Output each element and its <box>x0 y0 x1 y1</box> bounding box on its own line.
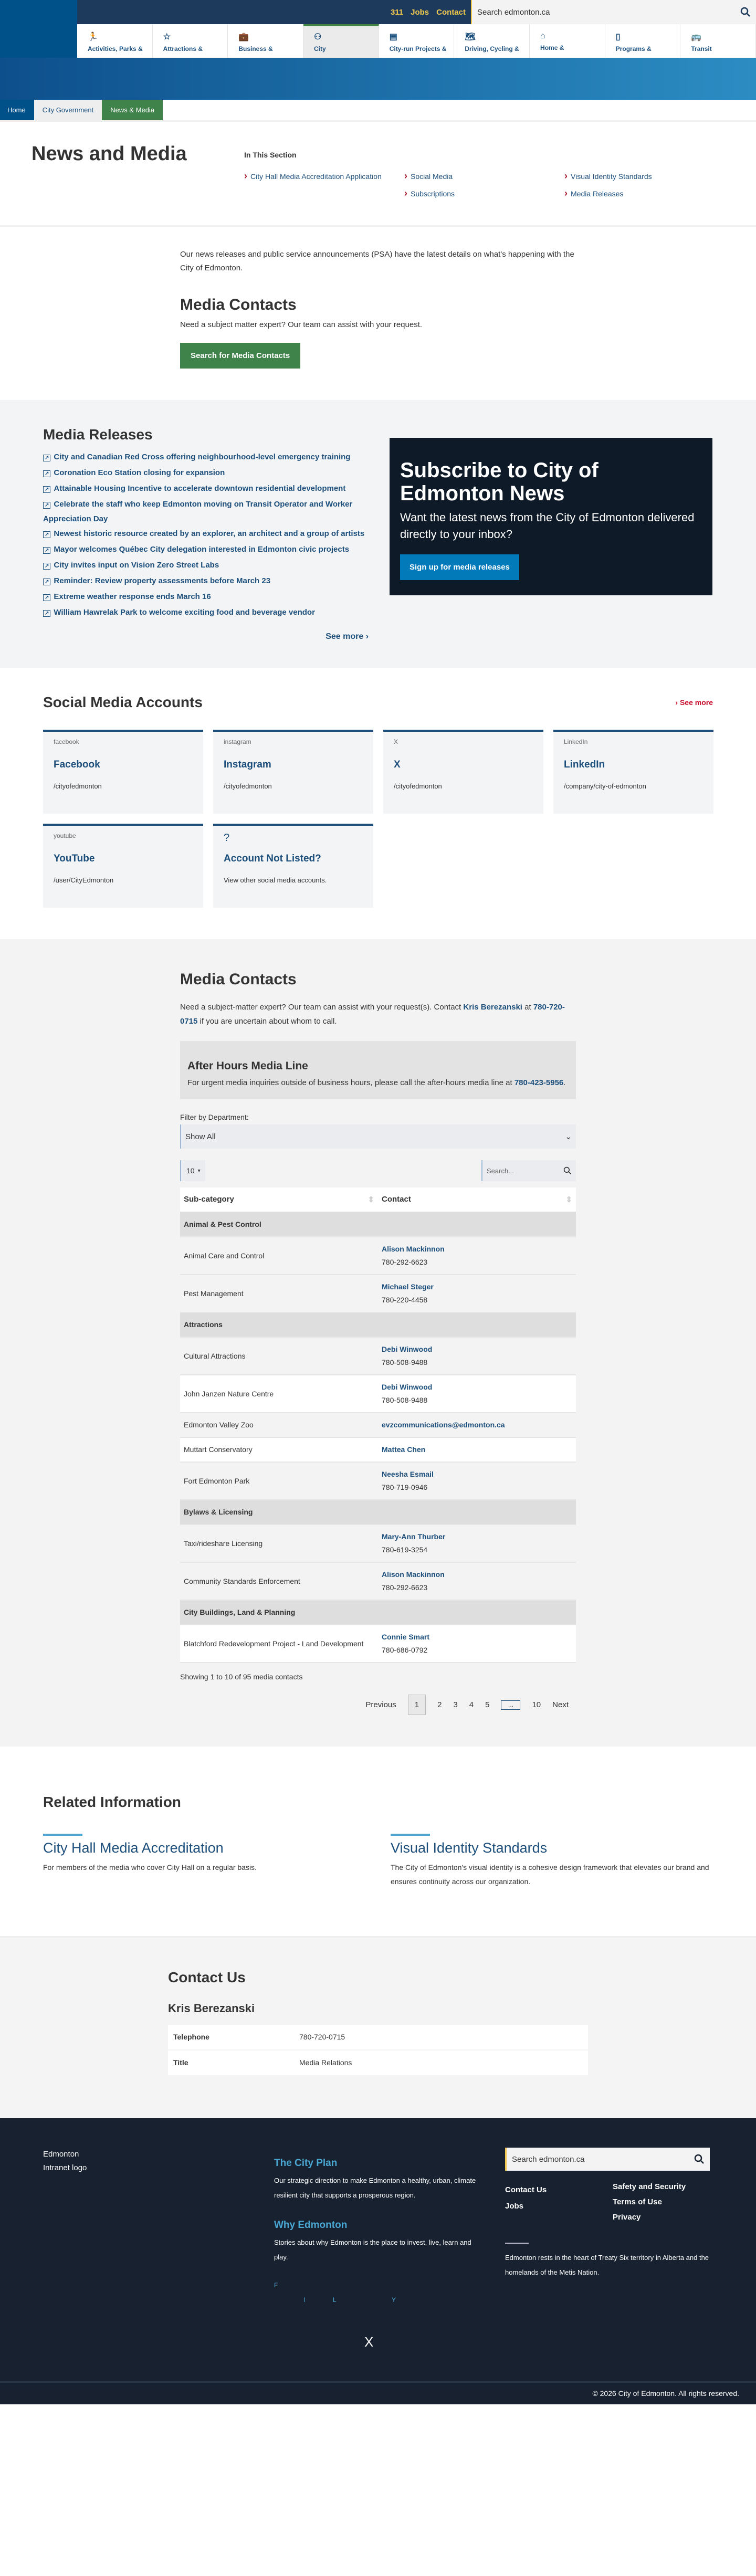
contact-phone-link[interactable]: 780-720-0715 <box>180 1003 565 1026</box>
nav-label: Activities, Parks & <box>88 45 143 52</box>
footer-logo[interactable]: Edmonton Intranet logo <box>43 2150 87 2172</box>
contact-link[interactable]: Mattea Chen <box>382 1445 426 1454</box>
contact-us-section <box>0 1938 756 2118</box>
nav-activities[interactable] <box>77 24 153 58</box>
after-hours-text: For urgent media inquiries outside of business hours, please call the after-hours media line at 780-423-5956. <box>187 1078 566 1087</box>
copyright: © 2026 City of Edmonton. All rights reserved. <box>0 2381 756 2404</box>
release-link[interactable]: ↗ Extreme weather response ends March 16 <box>43 590 369 605</box>
contact-details-table <box>168 2025 588 2076</box>
footer-link-city-plan[interactable]: The City Plan <box>274 2158 338 2169</box>
card-handle: /cityofedmonton <box>224 782 272 790</box>
breadcrumb <box>0 100 756 122</box>
table-search-input[interactable] <box>481 1160 576 1181</box>
linkedin-icon: LinkedIn <box>564 738 588 745</box>
link-311[interactable]: 311 <box>390 7 404 17</box>
linkedin-icon[interactable]: L <box>333 2296 337 2304</box>
nav-label: City-run Projects & <box>389 45 447 52</box>
search-icon <box>563 1166 572 1175</box>
footer-link-jobs[interactable]: Jobs <box>505 2202 524 2211</box>
contact-name-link[interactable]: Kris Berezanski <box>463 1003 522 1012</box>
detail-key: Title <box>168 2050 294 2076</box>
nav-programs[interactable] <box>605 24 681 58</box>
bus-icon: 🚌 <box>691 33 702 41</box>
in-this-section <box>244 143 724 199</box>
card-title[interactable]: LinkedIn <box>564 759 605 770</box>
x-icon[interactable]: X <box>364 2334 374 2350</box>
contact-link[interactable]: Connie Smart <box>382 1633 430 1641</box>
contact-email-link[interactable]: evzcommunications@edmonton.ca <box>382 1421 505 1429</box>
media-releases-heading: Media Releases <box>43 426 153 443</box>
related-item <box>391 1834 716 1889</box>
youtube-icon[interactable]: Y <box>392 2296 396 2304</box>
briefcase-icon: 💼 <box>238 33 249 41</box>
x-icon: X <box>394 738 398 745</box>
search-icon[interactable] <box>740 7 751 17</box>
pagination-page-3[interactable]: 3 <box>453 1700 458 1709</box>
footer-link-terms[interactable]: Terms of Use <box>613 2198 662 2206</box>
social-heading: Social Media Accounts <box>43 694 203 710</box>
people-group-icon: ⚇ <box>314 33 322 41</box>
contact-us-heading: Contact Us <box>168 1969 246 1985</box>
accent-bar <box>391 1834 430 1836</box>
card-title[interactable]: Account Not Listed? <box>224 853 321 864</box>
nav-label: Home & <box>540 44 564 51</box>
footer-search-input[interactable] <box>505 2148 710 2171</box>
chevron-down-icon: ▾ <box>197 1168 201 1174</box>
nav-label: Driving, Cycling & <box>465 45 519 52</box>
nav-label: Transit <box>691 45 712 52</box>
search-placeholder: Search edmonton.ca <box>477 7 550 17</box>
search-placeholder: Search edmonton.ca <box>512 2154 585 2164</box>
search-media-contacts-button[interactable]: Search for Media Contacts <box>180 343 300 369</box>
header-search-input[interactable] <box>471 0 756 24</box>
release-link[interactable]: ↗ William Hawrelak Park to welcome exciting food and beverage vendor <box>43 606 369 621</box>
release-link[interactable]: ↗ City and Canadian Red Cross offering neighbourhood-level emergency training <box>43 450 369 465</box>
releases-see-more-link[interactable]: See more › <box>326 632 369 641</box>
department-filter-select[interactable] <box>180 1124 576 1149</box>
social-card-x[interactable] <box>383 730 543 814</box>
release-link[interactable]: ↗ Mayor welcomes Québec City delegation interested in Edmonton civic projects <box>43 543 369 558</box>
table-row: Animal Care and Control Alison Mackinnon 780-292-6623 <box>180 1237 576 1275</box>
link-jobs[interactable]: Jobs <box>411 7 429 17</box>
group-row: Animal & Pest Control <box>180 1212 576 1237</box>
social-card-not-listed[interactable] <box>213 824 373 908</box>
contacts-lead: Need a subject-matter expert? Our team can assist with your request(s). Contact Kris Berezanski at 780-720-0715 if you are uncertain about whom to call. <box>180 1003 565 1026</box>
contact-link[interactable]: Debi Winwood <box>382 1383 433 1391</box>
footer-text: Stories about why Edmonton is the place to invest, live, learn and play. <box>274 2238 471 2261</box>
section-link-media-releases[interactable]: › Media Releases <box>564 188 724 199</box>
land-acknowledgement: Edmonton rests in the heart of Treaty Six territory in Alberta and the homelands of the Metis Nation. <box>505 2243 710 2280</box>
group-row: City Buildings, Land & Planning <box>180 1600 576 1625</box>
contact-link[interactable]: Debi Winwood <box>382 1345 433 1353</box>
top-links <box>391 8 471 17</box>
release-link[interactable]: ↗ Reminder: Review property assessments before March 23 <box>43 574 369 589</box>
detail-value: 780-720-0715 <box>294 2025 588 2050</box>
nav-label: Business & <box>238 45 273 52</box>
pagination-page-10[interactable]: 10 <box>532 1700 541 1709</box>
footer-link-safety[interactable]: Safety and Security <box>613 2182 686 2191</box>
card-handle: /user/CityEdmonton <box>54 876 114 884</box>
page-size-select[interactable] <box>180 1160 205 1181</box>
filter-label: Filter by Department: <box>180 1113 249 1121</box>
contact-person-name: Kris Berezanski <box>168 2002 255 2015</box>
pagination-previous[interactable]: Previous <box>365 1700 396 1709</box>
nav-label: Attractions & <box>163 45 203 52</box>
nav-business[interactable] <box>228 24 303 58</box>
breadcrumb-news-media: News & Media <box>102 100 163 120</box>
instagram-icon[interactable]: I <box>303 2296 306 2304</box>
in-this-section-heading: In This Section <box>244 151 297 159</box>
media-contacts-intro <box>0 275 756 400</box>
column-header-subcategory[interactable]: Sub-category ⇕ <box>180 1187 378 1212</box>
hero-banner <box>0 58 756 100</box>
top-bar <box>77 0 756 24</box>
footer-link-why-edmonton[interactable]: Why Edmonton <box>274 2220 348 2231</box>
chevron-down-icon: ⌄ <box>565 1132 572 1141</box>
release-link[interactable]: ↗ Attainable Housing Incentive to accelerate downtown residential development <box>43 482 369 497</box>
page-intro <box>0 122 756 227</box>
footer-link-privacy[interactable]: Privacy <box>613 2213 641 2222</box>
table-row: Community Standards Enforcement Alison Mackinnon 780-292-6623 <box>180 1562 576 1600</box>
footer-link-contact-us[interactable]: Contact Us <box>505 2185 547 2194</box>
page-description: Our news releases and public service announcements (PSA) have the latest details on what's happening with the City of Edmonton. <box>180 250 574 272</box>
nav-label: City <box>314 45 326 52</box>
section-link-visual-identity[interactable]: › Visual Identity Standards <box>564 171 724 182</box>
footer-text: Our strategic direction to make Edmonton a healthy, urban, climate resilient city that supports a prosperous region. <box>274 2177 476 2199</box>
pagination <box>180 1695 576 1715</box>
nav-transit[interactable] <box>680 24 756 58</box>
detail-value: Media Relations <box>294 2050 588 2076</box>
social-card-linkedin[interactable] <box>553 730 713 814</box>
card-handle: /company/city-of-edmonton <box>564 782 646 790</box>
group-row: Bylaws & Licensing <box>180 1500 576 1524</box>
sort-icon: ⇕ <box>368 1195 374 1204</box>
site-header <box>0 0 756 58</box>
media-contacts-heading: Media Contacts <box>180 296 297 313</box>
card-handle: /cityofedmonton <box>54 782 102 790</box>
section-link-subscriptions[interactable]: › Subscriptions <box>404 188 564 199</box>
page-title: News and Media <box>32 143 187 165</box>
table-row: Edmonton Valley Zoo evzcommunications@edmonton.ca <box>180 1413 576 1437</box>
filter-value: Show All <box>185 1132 216 1141</box>
breadcrumb-city-government[interactable]: City Government <box>34 100 102 120</box>
pagination-page-1[interactable]: 1 <box>408 1695 426 1715</box>
sign-up-button[interactable]: Sign up for media releases <box>400 554 519 580</box>
related-heading: Related Information <box>43 1794 181 1810</box>
related-text: The City of Edmonton's visual identity is a cohesive design framework that elevates our brand and ensures continuity across our organization. <box>391 1863 709 1886</box>
question-icon: ? <box>224 832 230 844</box>
table-row: Pest Management Michael Steger 780-220-4458 <box>180 1275 576 1312</box>
main-nav <box>77 24 756 58</box>
social-see-more-link[interactable]: › See more <box>675 698 713 707</box>
related-link-visual-identity[interactable]: Visual Identity Standards <box>391 1840 548 1856</box>
release-link[interactable]: ↗ Newest historic resource created by an explorer, an architect and a group of artists <box>43 527 369 542</box>
pagination-next[interactable]: Next <box>552 1700 569 1709</box>
nav-city[interactable] <box>303 24 379 58</box>
sort-icon: ⇕ <box>565 1195 572 1204</box>
card-title[interactable]: X <box>394 759 401 770</box>
search-placeholder: Search... <box>487 1166 514 1175</box>
facebook-icon[interactable]: F <box>274 2281 278 2289</box>
table-row: Taxi/rideshare Licensing Mary-Ann Thurber 780-619-3254 <box>180 1524 576 1562</box>
media-contacts-text: Need a subject matter expert? Our team can assist with your request. <box>180 320 423 329</box>
social-card-facebook[interactable] <box>43 730 203 814</box>
nav-home[interactable] <box>530 24 605 58</box>
release-link[interactable]: ↗ Celebrate the staff who keep Edmonton moving on Transit Operator and Worker Appreciation Day <box>43 498 369 526</box>
star-icon: ☆ <box>163 33 171 41</box>
table-info: Showing 1 to 10 of 95 media contacts <box>180 1673 303 1681</box>
pagination-page-4[interactable]: 4 <box>469 1700 474 1709</box>
media-contacts-directory <box>0 939 756 1747</box>
nav-attractions[interactable] <box>153 24 228 58</box>
breadcrumb-home[interactable]: Home <box>0 100 34 120</box>
group-row: Attractions <box>180 1312 576 1337</box>
contact-link[interactable]: Alison Mackinnon <box>382 1570 445 1579</box>
card-title[interactable]: YouTube <box>54 853 95 864</box>
subscribe-text: Want the latest news from the City of Edmonton delivered directly to your inbox? <box>400 511 695 541</box>
release-link[interactable]: ↗ City invites input on Vision Zero Street Labs <box>43 559 369 573</box>
id-badge-icon: ▯ <box>615 33 621 41</box>
nav-label: Programs & <box>615 45 652 52</box>
table-row: Blatchford Redevelopment Project - Land Development Connie Smart 780-686-0792 <box>180 1625 576 1663</box>
card-handle: /cityofedmonton <box>394 782 442 790</box>
instagram-icon: instagram <box>224 738 251 745</box>
table-row: John Janzen Nature Centre Debi Winwood 780-508-9488 <box>180 1375 576 1413</box>
nav-driving[interactable] <box>454 24 530 58</box>
site-footer <box>0 2118 756 2404</box>
pagination-ellipsis: … <box>501 1700 520 1710</box>
contacts-heading: Media Contacts <box>180 971 297 988</box>
contact-link[interactable]: Alison Mackinnon <box>382 1245 445 1253</box>
running-person-icon: 🏃 <box>88 33 98 41</box>
social-card-instagram[interactable] <box>213 730 373 814</box>
map-icon: 🗺 <box>465 33 476 41</box>
section-link-social-media[interactable]: › Social Media <box>404 171 564 182</box>
detail-key: Telephone <box>168 2025 294 2050</box>
list-icon: ▤ <box>389 33 397 41</box>
release-link[interactable]: ↗ Coronation Eco Station closing for expansion <box>43 466 369 481</box>
contact-link[interactable]: Mary-Ann Thurber <box>382 1532 446 1541</box>
house-heart-icon: ⌂ <box>540 31 545 40</box>
table-row: Cultural Attractions Debi Winwood 780-508-9488 <box>180 1337 576 1375</box>
after-hours-box <box>180 1041 576 1099</box>
related-item <box>43 1834 391 1889</box>
column-header-contact[interactable]: Contact ⇕ <box>378 1187 576 1212</box>
pagination-page-5[interactable]: 5 <box>485 1700 490 1709</box>
page-size-value: 10 <box>186 1166 195 1175</box>
facebook-icon: facebook <box>54 738 79 745</box>
pagination-page-2[interactable]: 2 <box>437 1700 442 1709</box>
accent-bar <box>43 1834 82 1836</box>
after-hours-phone-link[interactable]: 780-423-5956 <box>514 1078 564 1087</box>
search-icon[interactable] <box>694 2154 705 2164</box>
nav-projects[interactable] <box>379 24 455 58</box>
card-title[interactable]: Facebook <box>54 759 100 770</box>
table-row: Muttart Conservatory Mattea Chen <box>180 1437 576 1462</box>
related-link-accreditation[interactable]: City Hall Media Accreditation <box>43 1840 224 1856</box>
subscribe-box <box>390 438 712 595</box>
related-text: For members of the media who cover City Hall on a regular basis. <box>43 1863 257 1871</box>
contact-link[interactable]: Neesha Esmail <box>382 1470 434 1478</box>
card-title[interactable]: Instagram <box>224 759 271 770</box>
media-releases-list <box>43 450 369 621</box>
youtube-icon: youtube <box>54 832 76 839</box>
contacts-table <box>180 1187 576 1663</box>
section-link-accreditation[interactable]: › City Hall Media Accreditation Application <box>244 171 404 182</box>
media-releases-section <box>0 400 756 668</box>
social-media-section <box>0 668 756 939</box>
subscribe-heading: Subscribe to City of Edmonton News <box>400 459 598 505</box>
social-card-youtube[interactable] <box>43 824 203 908</box>
link-contact[interactable]: Contact <box>436 7 466 17</box>
card-handle: View other social media accounts. <box>224 876 327 884</box>
table-row: Fort Edmonton Park Neesha Esmail 780-719-0946 <box>180 1462 576 1500</box>
after-hours-heading: After Hours Media Line <box>187 1060 308 1072</box>
contact-link[interactable]: Michael Steger <box>382 1282 434 1291</box>
related-information <box>0 1747 756 1938</box>
